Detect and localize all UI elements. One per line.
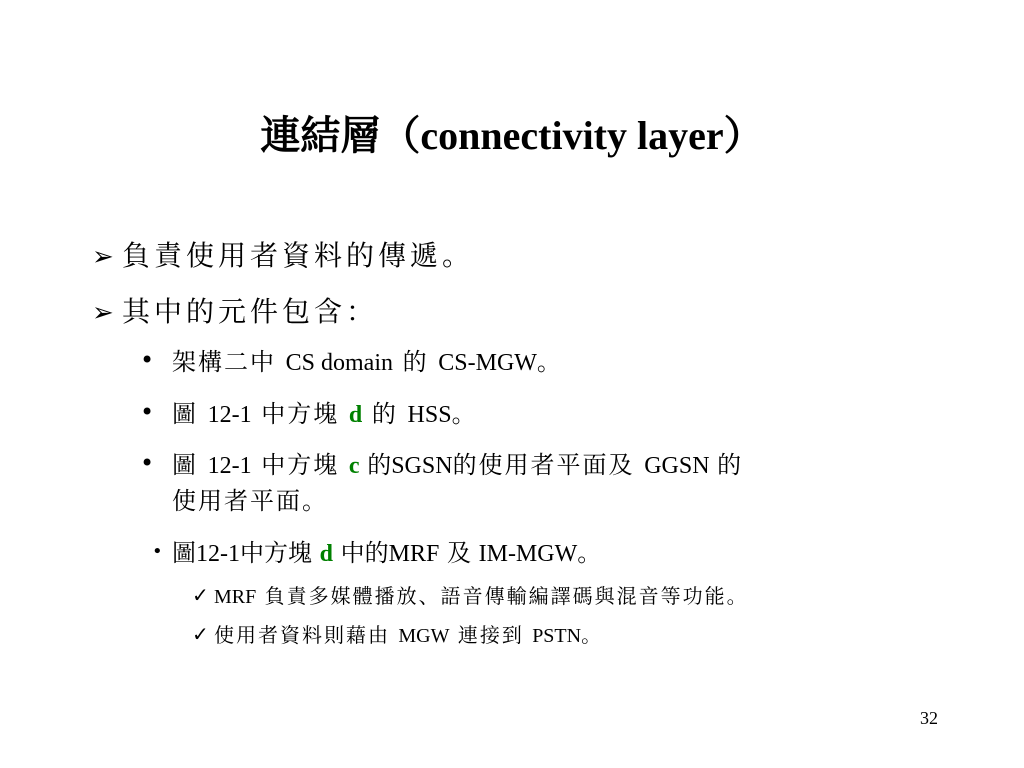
small-dot-bullet-icon: • [152,541,163,562]
text-segment: 中方塊 [251,400,349,428]
text-segment: 中方塊 [240,539,320,567]
text-segment: 的 [359,451,392,479]
bullet-components [92,292,378,333]
text-segment: 。 [581,623,602,647]
block-label-d: d [348,402,363,428]
text-segment: 負責多媒體播放、語音傳輸編譯碼與混音等功能。 [256,584,749,608]
block-label-c: c [348,453,360,479]
text-segment: 中方塊 [251,451,349,479]
sub-bullet-hss [172,397,476,432]
text-segment: 12-1 [207,402,252,428]
title-close-paren: ） [723,112,764,159]
check-item-mrf [214,582,749,611]
page-number: 32 [920,708,938,728]
text-segment: CS-MGW [438,350,537,376]
arrow-bullet-icon: ➢ [92,242,114,272]
text-segment: MRF [388,541,440,567]
text-segment: 及 [439,539,479,567]
text-segment: SGSN [391,453,453,479]
text-segment: 圖 [172,539,196,567]
sub-bullet-sgsn-ggsn-continued: 使用者平面。 [172,487,328,515]
text-segment: GGSN [644,453,710,479]
text-segment: 中的 [333,539,389,567]
text-segment: HSS [407,402,452,428]
text-segment: 的 [709,451,742,479]
text-segment: MRF [214,586,257,608]
text-segment: 12-1 [207,453,252,479]
sub-bullet-sgsn-ggsn [172,448,741,483]
text-segment: IM-MGW [478,541,578,567]
slide-title [0,108,1024,164]
text-segment: CS domain [285,350,393,376]
text-segment: 圖 [172,451,208,479]
check-bullet-icon: ✓ [192,622,209,646]
title-english: connectivity layer [420,113,724,158]
dot-bullet-icon: • [140,449,155,477]
bullet-text: 負責使用者資料的傳遞。 [122,239,475,272]
text-segment: 。 [536,348,561,376]
bullet-responsibility [92,236,474,277]
arrow-bullet-icon: ➢ [92,298,114,328]
block-label-d: d [319,541,333,567]
text-segment: 的使用者平面及 [452,451,645,479]
text-segment: 架構二中 [172,348,286,376]
text-segment: 的 [362,400,408,428]
check-item-pstn [214,621,601,650]
title-cjk: 連結層（ [260,112,421,159]
text-segment: 圖 [172,400,208,428]
sub-bullet-cs-mgw [172,345,561,380]
text-segment: 。 [577,539,602,567]
text-segment: 的 [392,348,439,376]
text-segment: MGW [398,625,450,647]
text-segment: 。 [451,400,476,428]
text-segment: 連接到 [449,623,533,647]
dot-bullet-icon: • [140,346,155,374]
bullet-text: 其中的元件包含： [122,295,379,328]
text-segment: PSTN [532,625,582,647]
sub-bullet-mrf-im-mgw [172,536,601,571]
text-segment: 使用者資料則藉由 [214,623,399,647]
text-segment: 12-1 [196,541,240,567]
check-bullet-icon: ✓ [192,583,209,607]
dot-bullet-icon: • [140,398,155,426]
